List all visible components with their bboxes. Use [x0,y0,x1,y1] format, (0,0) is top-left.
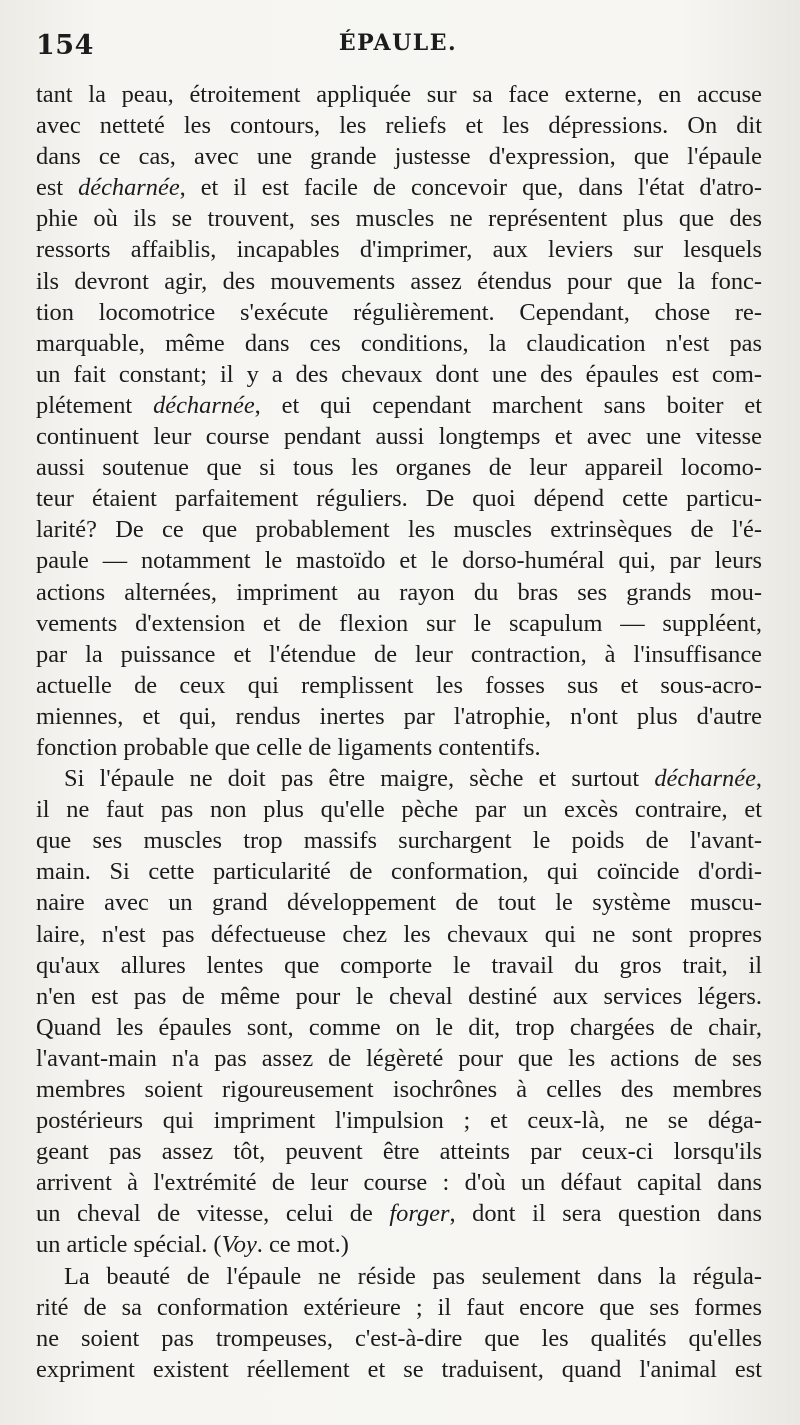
text-line: qu'aux allures lentes que comporte le travail du gros trait, il [36,951,762,979]
text-line: est décharnée, et il est facile de concevoir que, dans l'état d'atro- [36,174,762,202]
body-text [36,79,762,1385]
text-line: paule — notamment le mastoïdo et le dorso-huméral qui, par leurs [36,547,762,575]
text-line: fonction probable que celle de ligaments contentifs. [36,733,541,761]
text-line: actuelle de ceux qui remplissent les fosses sus et sous-acro- [36,671,762,699]
text-line: ressorts affaiblis, incapables d'imprimer, aux leviers sur lesquels [36,236,762,264]
text-line: miennes, et qui, rendus inertes par l'atrophie, n'ont plus d'autre [36,702,762,730]
text-line: larité? De ce que probablement les muscles extrinsèques de l'é- [36,516,762,544]
text-line: tion locomotrice s'exécute régulièrement. Cependant, chose re- [36,298,762,326]
text-line: avec netteté les contours, les reliefs et les dépressions. On dit [36,112,762,140]
text-line: ne soient pas trompeuses, c'est-à-dire que les qualités qu'elles [36,1324,762,1352]
text-line: ils devront agir, des mouvements assez étendus pour que la fonc- [36,267,762,295]
page-number: 154 [36,30,94,61]
text-line: un article spécial. (Voy. ce mot.) [36,1231,349,1259]
text-line: arrivent à l'extrémité de leur course : d'où un défaut capital dans [36,1169,762,1197]
text-line: naire avec un grand développement de tout le système muscu- [36,889,762,917]
text-line: dans ce cas, avec une grande justesse d'expression, que l'épaule [36,143,762,171]
running-head: ÉPAULE. [338,30,458,56]
text-line: un cheval de vitesse, celui de forger, dont il sera question dans [36,1200,762,1228]
text-line: phie où ils se trouvent, ses muscles ne représentent plus que des [36,205,762,233]
text-line: vements d'extension et de flexion sur le scapulum — suppléent, [36,609,762,637]
paragraph [36,763,762,1261]
text-line: par la puissance et l'étendue de leur contraction, à l'insuffisance [36,640,762,668]
paragraph [36,79,762,763]
text-line: actions alternées, impriment au rayon du bras ses grands mou- [36,578,762,606]
text-line: Quand les épaules sont, comme on le dit, trop chargées de chair, [36,1013,762,1041]
text-line: membres soient rigoureusement isochrônes à celles des membres [36,1076,762,1103]
text-line: plétement décharnée, et qui cependant marchent sans boiter et [36,391,762,419]
text-line: marquable, même dans ces conditions, la claudication n'est pas [36,329,762,357]
paragraph [36,1261,762,1385]
text-line: La beauté de l'épaule ne réside pas seulement dans la régula- [64,1262,762,1290]
page-header [36,30,760,66]
text-line: laire, n'est pas défectueuse chez les chevaux qui ne sont propres [36,920,762,948]
text-line: Si l'épaule ne doit pas être maigre, sèche et surtout décharnée, [64,765,762,793]
text-line: continuent leur course pendant aussi longtemps et avec une vitesse [36,423,762,451]
text-line: tant la peau, étroitement appliquée sur sa face externe, en accuse [36,81,762,108]
text-line: postérieurs qui impriment l'impulsion ; et ceux-là, ne se déga- [36,1107,762,1135]
text-line: l'avant-main n'a pas assez de légèreté pour que les actions de ses [36,1044,762,1072]
text-line: teur étaient parfaitement réguliers. De quoi dépend cette particu- [36,485,762,513]
text-line: il ne faut pas non plus qu'elle pèche par un excès contraire, et [36,796,762,824]
text-line: expriment existent réellement et se traduisent, quand l'animal est [36,1355,762,1383]
text-line: aussi soutenue que si tous les organes de leur appareil locomo- [36,454,762,482]
text-line: que ses muscles trop massifs surchargent le poids de l'avant- [36,827,762,855]
text-line: un fait constant; il y a des chevaux dont une des épaules est com- [36,360,762,388]
text-line: rité de sa conformation extérieure ; il faut encore que ses formes [36,1293,762,1321]
text-line: geant pas assez tôt, peuvent être atteints par ceux-ci lorsqu'ils [36,1138,762,1166]
text-line: main. Si cette particularité de conformation, qui coïncide d'ordi- [36,858,762,886]
text-line: n'en est pas de même pour le cheval destiné aux services légers. [36,982,762,1010]
